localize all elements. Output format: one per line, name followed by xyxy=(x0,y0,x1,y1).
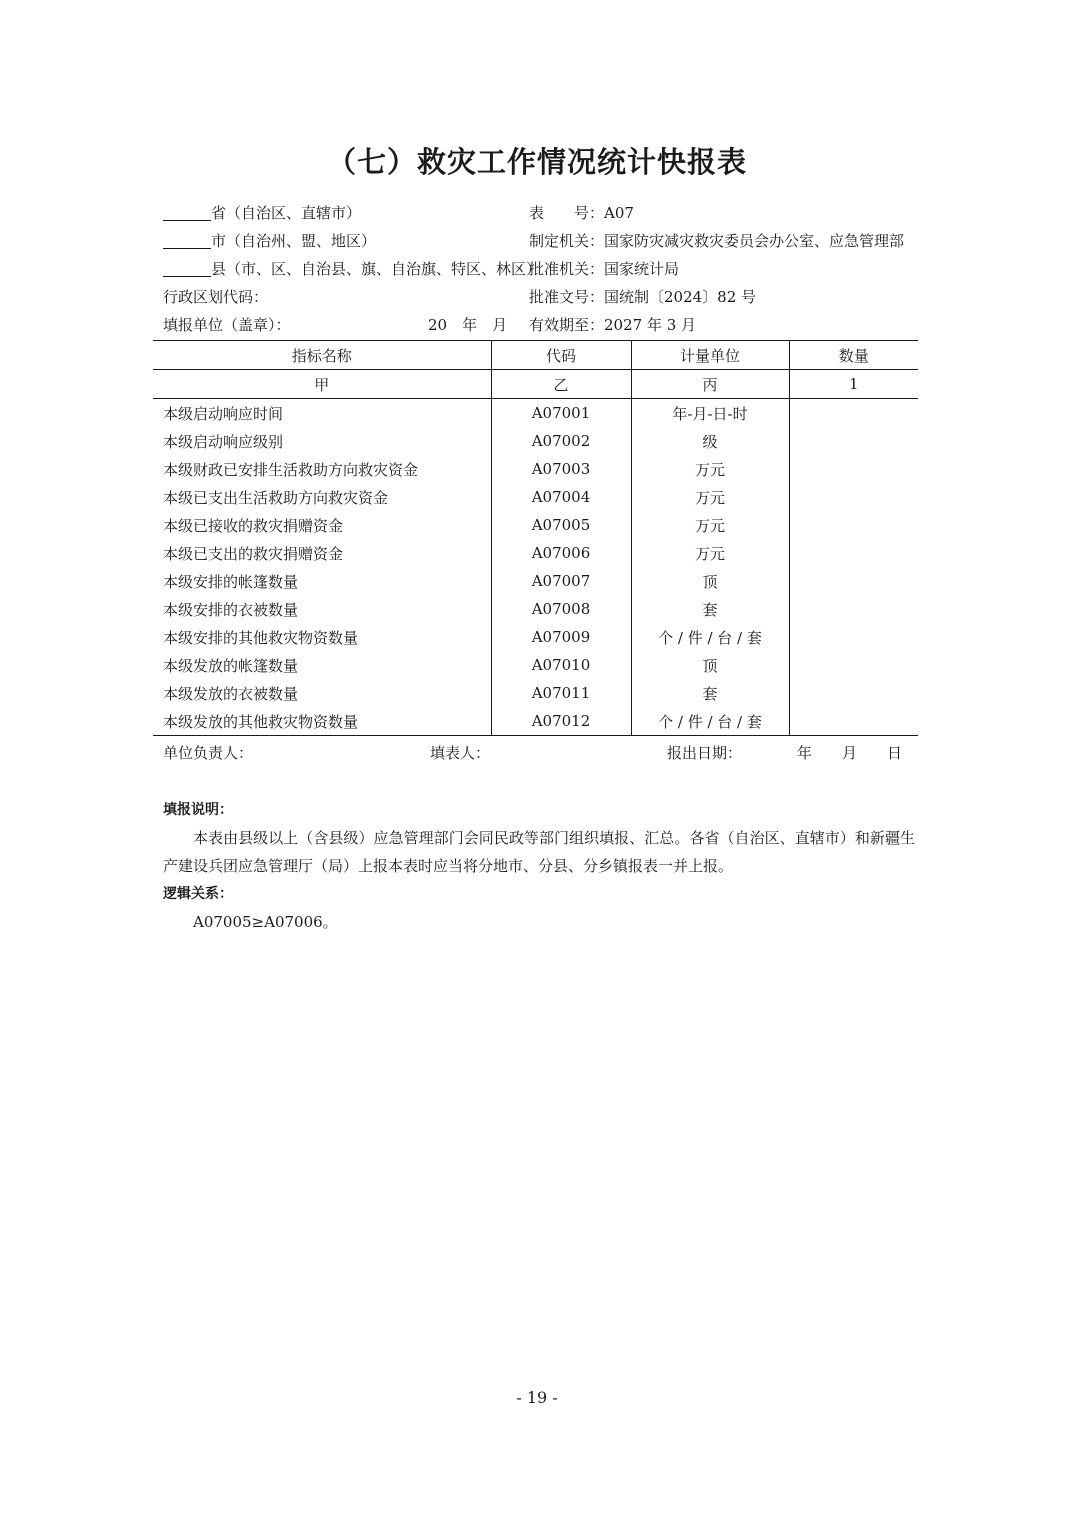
indicator-unit: 级 xyxy=(631,427,789,455)
subheader-cell: 丙 xyxy=(631,370,789,399)
column-header-name: 指标名称 xyxy=(153,341,491,370)
indicator-code: A07005 xyxy=(491,511,631,539)
header-county xyxy=(163,255,542,283)
indicator-code: A07006 xyxy=(491,539,631,567)
valid-until: 有效期至：2027 年 3 月 xyxy=(529,316,697,334)
indicator-unit: 万元 xyxy=(631,483,789,511)
header-right xyxy=(529,199,929,339)
quantity-cell[interactable] xyxy=(789,567,918,595)
indicator-unit: 个 / 件 / 台 / 套 xyxy=(631,707,789,736)
header-province-label: 省（自治区、直辖市） xyxy=(211,204,362,222)
issuing-authority: 制定机关：国家防灾减灾救灾委员会办公室、应急管理部 xyxy=(529,232,905,250)
table-subheader-row xyxy=(153,370,918,399)
table-row xyxy=(153,427,918,455)
indicator-code: A07004 xyxy=(491,483,631,511)
indicator-name: 本级财政已安排生活救助方向救灾资金 xyxy=(153,455,491,483)
quantity-cell[interactable] xyxy=(789,539,918,567)
form-filler-label: 填表人： xyxy=(430,744,491,762)
column-header-unit: 计量单位 xyxy=(631,341,789,370)
indicator-code: A07009 xyxy=(491,623,631,651)
table-header-row xyxy=(153,341,918,370)
indicator-name: 本级发放的帐篷数量 xyxy=(153,651,491,679)
indicator-code: A07012 xyxy=(491,707,631,736)
notes-section xyxy=(163,796,915,936)
quantity-cell[interactable] xyxy=(789,651,918,679)
responsible-person-label: 单位负责人： xyxy=(163,744,254,762)
indicator-code: A07003 xyxy=(491,455,631,483)
report-date-fields: 年 月 日 xyxy=(797,744,903,762)
page-number: - 19 - xyxy=(516,1388,558,1407)
report-date-label: 报出日期： xyxy=(667,744,743,762)
quantity-cell[interactable] xyxy=(789,707,918,736)
indicator-code: A07010 xyxy=(491,651,631,679)
indicator-unit: 万元 xyxy=(631,539,789,567)
indicator-unit: 套 xyxy=(631,679,789,707)
fill-blank[interactable] xyxy=(163,232,211,249)
form-number: 表 号：A07 xyxy=(529,204,634,222)
table-row xyxy=(153,707,918,736)
quantity-cell[interactable] xyxy=(789,483,918,511)
table-row xyxy=(153,651,918,679)
subheader-cell: 甲 xyxy=(153,370,491,399)
indicator-unit: 年-月-日-时 xyxy=(631,399,789,428)
instructions-text: 本表由县级以上（含县级）应急管理部门会同民政等部门组织填报、汇总。各省（自治区、直辖市）和新疆生产建设兵团应急管理厅（局）上报本表时应当将分地市、分县、分乡镇报表一并上报。 xyxy=(163,829,915,875)
indicator-name: 本级已接收的救灾捐赠资金 xyxy=(153,511,491,539)
header-province xyxy=(163,199,528,227)
indicator-code: A07008 xyxy=(491,595,631,623)
table-row xyxy=(153,511,918,539)
indicator-name: 本级发放的其他救灾物资数量 xyxy=(153,707,491,736)
header-reporting-unit xyxy=(163,311,528,339)
approval-number: 批准文号：国统制〔2024〕82 号 xyxy=(529,288,757,306)
quantity-cell[interactable] xyxy=(789,511,918,539)
region-code-label: 行政区划代码： xyxy=(163,288,269,306)
indicator-unit: 顶 xyxy=(631,651,789,679)
header-region-code xyxy=(163,283,528,311)
indicator-name: 本级安排的衣被数量 xyxy=(153,595,491,623)
statistics-table xyxy=(153,340,918,736)
quantity-cell[interactable] xyxy=(789,427,918,455)
header-county-label: 县（市、区、自治县、旗、自治旗、特区、林区） xyxy=(211,260,542,278)
subheader-cell: 乙 xyxy=(491,370,631,399)
instructions-heading: 填报说明： xyxy=(163,802,233,818)
table-row xyxy=(153,623,918,651)
indicator-code: A07002 xyxy=(491,427,631,455)
table-row xyxy=(153,539,918,567)
signature-row xyxy=(163,739,903,767)
reporting-date: 20 年 月 xyxy=(428,316,508,334)
indicator-code: A07011 xyxy=(491,679,631,707)
quantity-cell[interactable] xyxy=(789,399,918,428)
indicator-name: 本级已支出的救灾捐赠资金 xyxy=(153,539,491,567)
header-left xyxy=(163,199,542,339)
table-row xyxy=(153,455,918,483)
table-row xyxy=(153,595,918,623)
indicator-unit: 顶 xyxy=(631,567,789,595)
quantity-cell[interactable] xyxy=(789,679,918,707)
indicator-name: 本级启动响应时间 xyxy=(153,399,491,428)
column-header-quantity: 数量 xyxy=(789,341,918,370)
logic-text: A07005≥A07006。 xyxy=(193,913,338,931)
column-header-code: 代码 xyxy=(491,341,631,370)
page-title: （七）救灾工作情况统计快报表 xyxy=(326,145,747,179)
header-city-label: 市（自治州、盟、地区） xyxy=(211,232,377,250)
indicator-unit: 个 / 件 / 台 / 套 xyxy=(631,623,789,651)
quantity-cell[interactable] xyxy=(789,455,918,483)
indicator-name: 本级启动响应级别 xyxy=(153,427,491,455)
indicator-name: 本级已支出生活救助方向救灾资金 xyxy=(153,483,491,511)
indicator-unit: 万元 xyxy=(631,455,789,483)
quantity-cell[interactable] xyxy=(789,595,918,623)
indicator-unit: 套 xyxy=(631,595,789,623)
table-row xyxy=(153,399,918,428)
logic-heading: 逻辑关系： xyxy=(163,886,233,902)
indicator-code: A07007 xyxy=(491,567,631,595)
indicator-name: 本级安排的其他救灾物资数量 xyxy=(153,623,491,651)
indicator-name: 本级发放的衣被数量 xyxy=(153,679,491,707)
indicator-name: 本级安排的帐篷数量 xyxy=(153,567,491,595)
table-row xyxy=(153,679,918,707)
fill-blank[interactable] xyxy=(163,260,211,277)
header-city xyxy=(163,227,528,255)
table-row xyxy=(153,483,918,511)
fill-blank[interactable] xyxy=(163,204,211,221)
approval-authority: 批准机关：国家统计局 xyxy=(529,260,680,278)
indicator-code: A07001 xyxy=(491,399,631,428)
subheader-cell: 1 xyxy=(789,370,918,399)
indicator-unit: 万元 xyxy=(631,511,789,539)
reporting-unit-label: 填报单位（盖章）： xyxy=(163,316,291,334)
quantity-cell[interactable] xyxy=(789,623,918,651)
table-row xyxy=(153,567,918,595)
